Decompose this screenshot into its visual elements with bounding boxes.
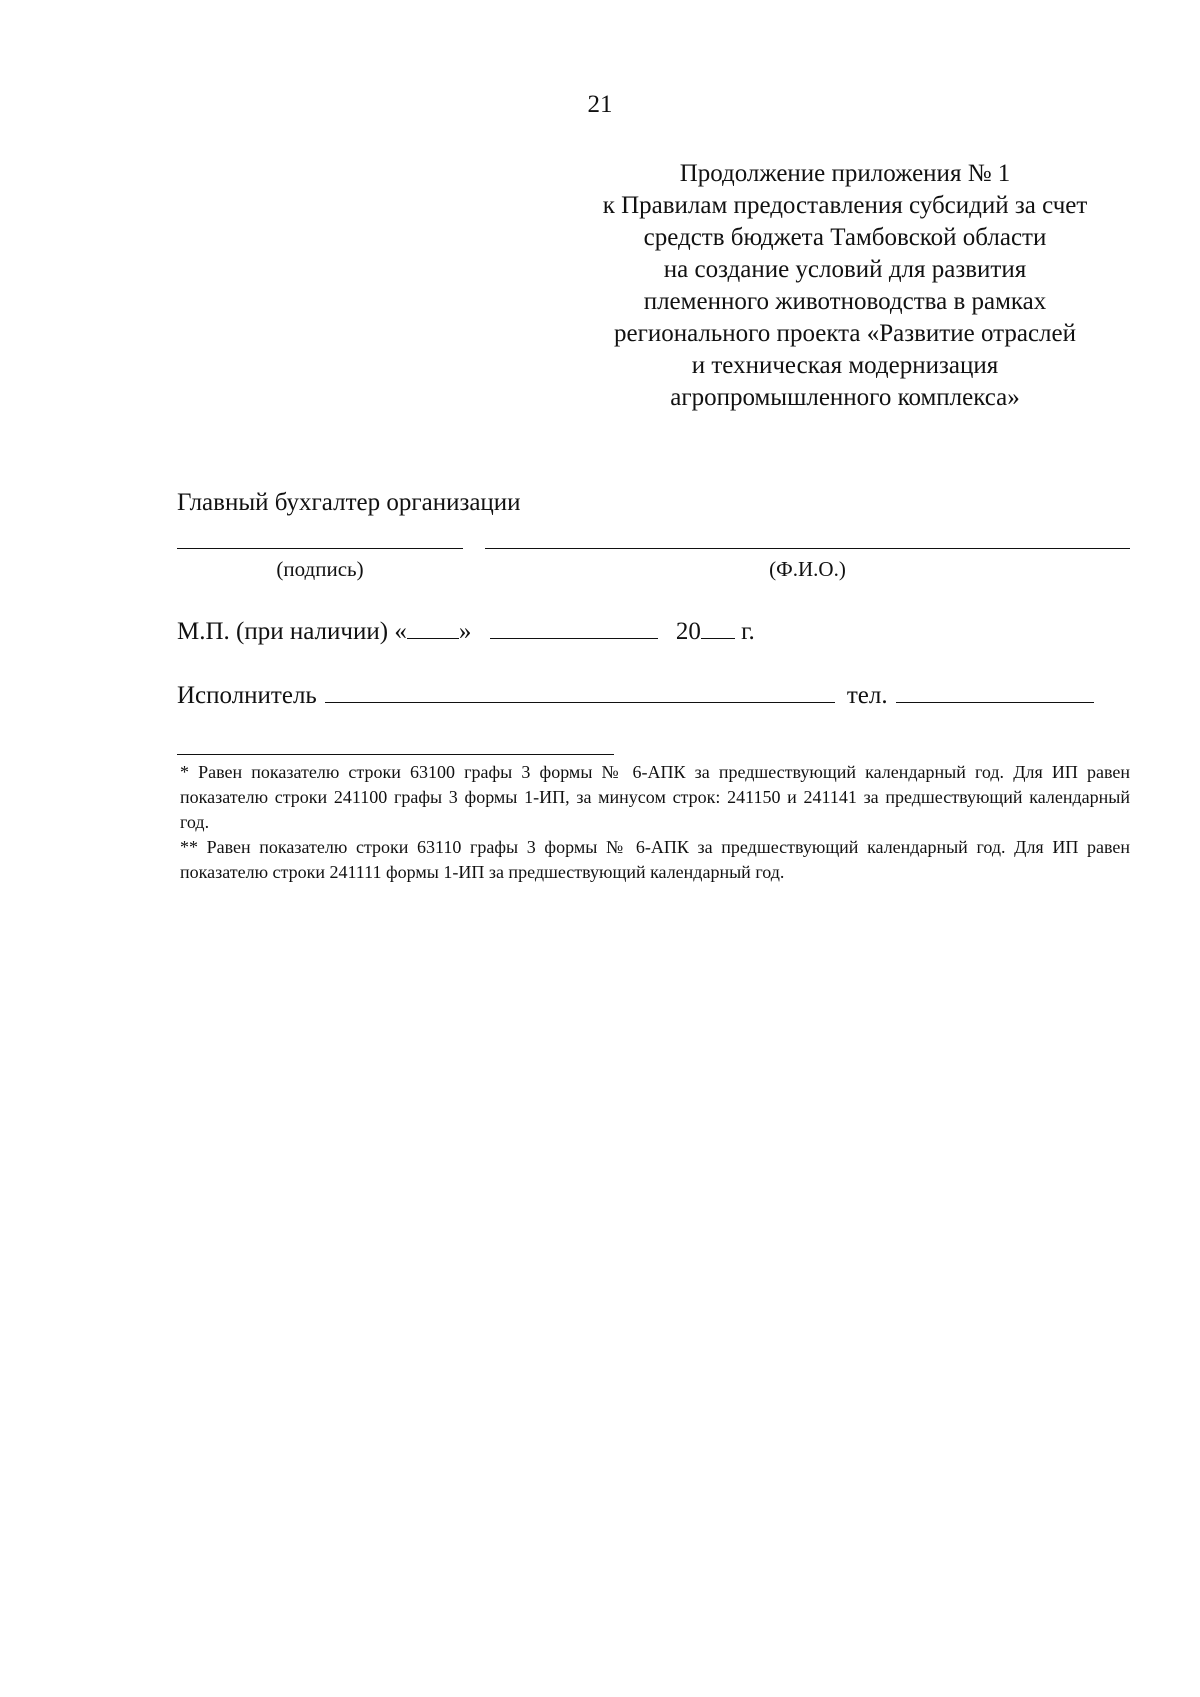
appendix-header-line: племенного животноводства в рамках <box>643 288 1047 315</box>
appendix-header-line: на создание условий для развития <box>663 256 1027 283</box>
month-blank <box>490 616 658 639</box>
day-blank <box>407 616 459 639</box>
signature-line <box>177 548 463 549</box>
appendix-header-line: регионального проекта «Развитие отраслей <box>614 320 1076 347</box>
executor-label: Исполнитель <box>177 682 317 709</box>
executor-row <box>177 680 1132 711</box>
phone-label: тел. <box>846 682 888 709</box>
phone-blank <box>896 680 1094 703</box>
quote-open: « <box>394 618 407 645</box>
footnotes <box>180 760 1130 885</box>
fio-caption: (Ф.И.О.) <box>769 557 846 581</box>
executor-blank <box>325 680 835 703</box>
chief-accountant-label: Главный бухгалтер организации <box>177 489 521 516</box>
footnote: * Равен показателю строки 63100 графы 3 формы № 6-АПК за предшествующий календарный год. Для ИП равен показателю строки 241100 графы 3 формы 1-ИП, за минусом строк: 241150 и 241141 за предшествующий календарный год. <box>180 762 1130 832</box>
year-blank <box>701 616 735 639</box>
appendix-header-line: агропромышленного комплекса» <box>670 384 1020 411</box>
footnote: ** Равен показателю строки 63110 графы 3 формы № 6-АПК за предшествующий календарный год. Для ИП равен показателю строки 241111 формы 1-ИП за предшествующий календарный год. <box>180 837 1130 882</box>
signature-caption: (подпись) <box>276 557 364 581</box>
year-suffix: г. <box>741 618 755 645</box>
page-number: 21 <box>587 91 613 118</box>
quote-close: » <box>458 618 472 645</box>
stamp-label: М.П. (при наличии) <box>177 618 389 645</box>
appendix-header <box>560 158 1130 414</box>
stamp-date-row <box>177 616 755 647</box>
appendix-header-line: к Правилам предоставления субсидий за счет <box>602 192 1088 219</box>
appendix-header-line: и техническая модернизация <box>691 352 999 379</box>
footnote-separator <box>177 754 614 755</box>
year-prefix: 20 <box>675 618 701 645</box>
appendix-header-line: средств бюджета Тамбовской области <box>643 224 1047 251</box>
fio-line <box>485 548 1130 549</box>
appendix-header-line: Продолжение приложения № 1 <box>679 160 1011 187</box>
